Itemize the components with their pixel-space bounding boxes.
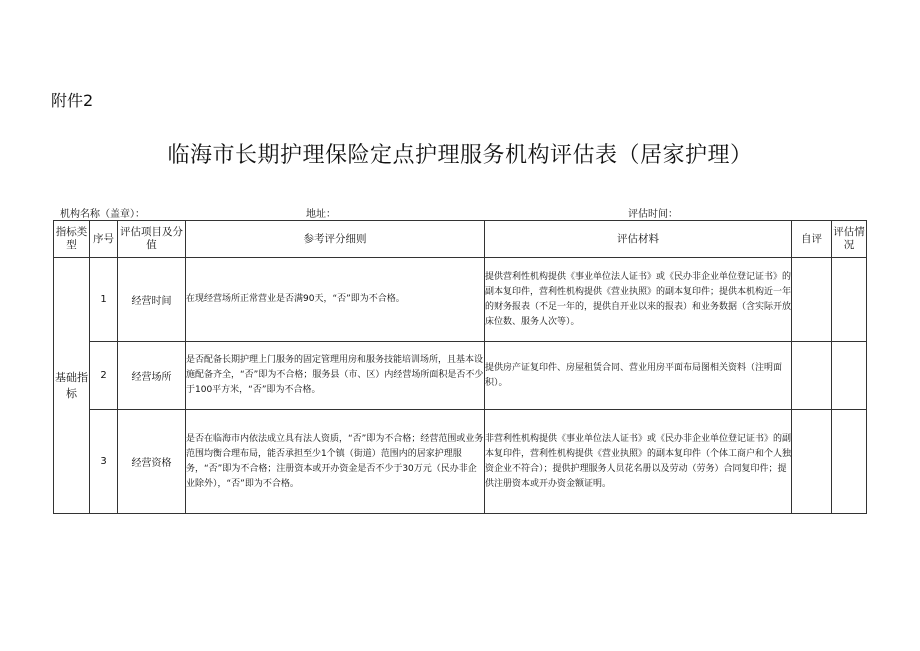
header-self-eval: 自评 <box>792 221 832 258</box>
table-row <box>54 342 867 410</box>
table-row <box>54 258 867 342</box>
header-item: 评估项目及分值 <box>118 221 186 258</box>
evaluation-table <box>53 220 867 514</box>
row-assessment[interactable] <box>832 342 867 410</box>
row-criteria: 是否在临海市内依法成立具有法人资质，“否”即为不合格；经营范围或业务范围均衡合理布局，能否承担至少1个镇（街道）范围内的居家护理服务，“否”即为不合格；注册资本或开办资金是否不少于30万元（民办非企业除外），“否”即为不合格。 <box>186 410 485 514</box>
row-assessment[interactable] <box>832 410 867 514</box>
row-seq: 1 <box>90 258 118 342</box>
row-item: 经营场所 <box>118 342 186 410</box>
header-assessment: 评估情况 <box>832 221 867 258</box>
category-cell: 基础指标 <box>54 258 90 514</box>
row-materials: 非营利性机构提供《事业单位法人证书》或《民办非企业单位登记证书》的副本复印件，营利性机构提供《营业执照》的副本复印件（个体工商户和个人独资企业不符合）；提供护理服务人员花名册以及劳动（劳务）合同复印件；提供注册资本或开办资金额证明。 <box>485 410 792 514</box>
row-item: 经营时间 <box>118 258 186 342</box>
row-criteria: 是否配备长期护理上门服务的固定管理用房和服务技能培训场所，且基本设施配备齐全，“否”即为不合格；服务县（市、区）内经营场所面积是否不少于100平方米，“否”即为不合格。 <box>186 342 485 410</box>
row-assessment[interactable] <box>832 258 867 342</box>
table-row <box>54 410 867 514</box>
row-seq: 3 <box>90 410 118 514</box>
row-seq: 2 <box>90 342 118 410</box>
row-self-eval[interactable] <box>792 258 832 342</box>
row-materials: 提供营利性机构提供《事业单位法人证书》或《民办非企业单位登记证书》的副本复印件，营利性机构提供《营业执照》的副本复印件；提供本机构近一年的财务报表（不足一年的，提供自开业以来的报表）和业务数据（含实际开放床位数、服务人次等）。 <box>485 258 792 342</box>
header-seq: 序号 <box>90 221 118 258</box>
row-materials: 提供房产证复印件、房屋租赁合同、营业用房平面布局图相关资料（注明面积）。 <box>485 342 792 410</box>
address-label: 地址： <box>306 209 336 220</box>
row-self-eval[interactable] <box>792 410 832 514</box>
header-materials: 评估材料 <box>485 221 792 258</box>
eval-time-label: 评估时间： <box>628 209 678 220</box>
header-criteria: 参考评分细则 <box>186 221 485 258</box>
row-item: 经营资格 <box>118 410 186 514</box>
row-criteria: 在现经营场所正常营业是否满90天，“否”即为不合格。 <box>186 258 485 342</box>
org-name-label: 机构名称（盖章）： <box>60 209 145 220</box>
page-title: 临海市长期护理保险定点护理服务机构评估表（居家护理） <box>167 143 753 168</box>
attachment-label: 附件2 <box>51 91 94 110</box>
header-category: 指标类型 <box>54 221 90 258</box>
table-header-row <box>54 221 867 258</box>
row-self-eval[interactable] <box>792 342 832 410</box>
